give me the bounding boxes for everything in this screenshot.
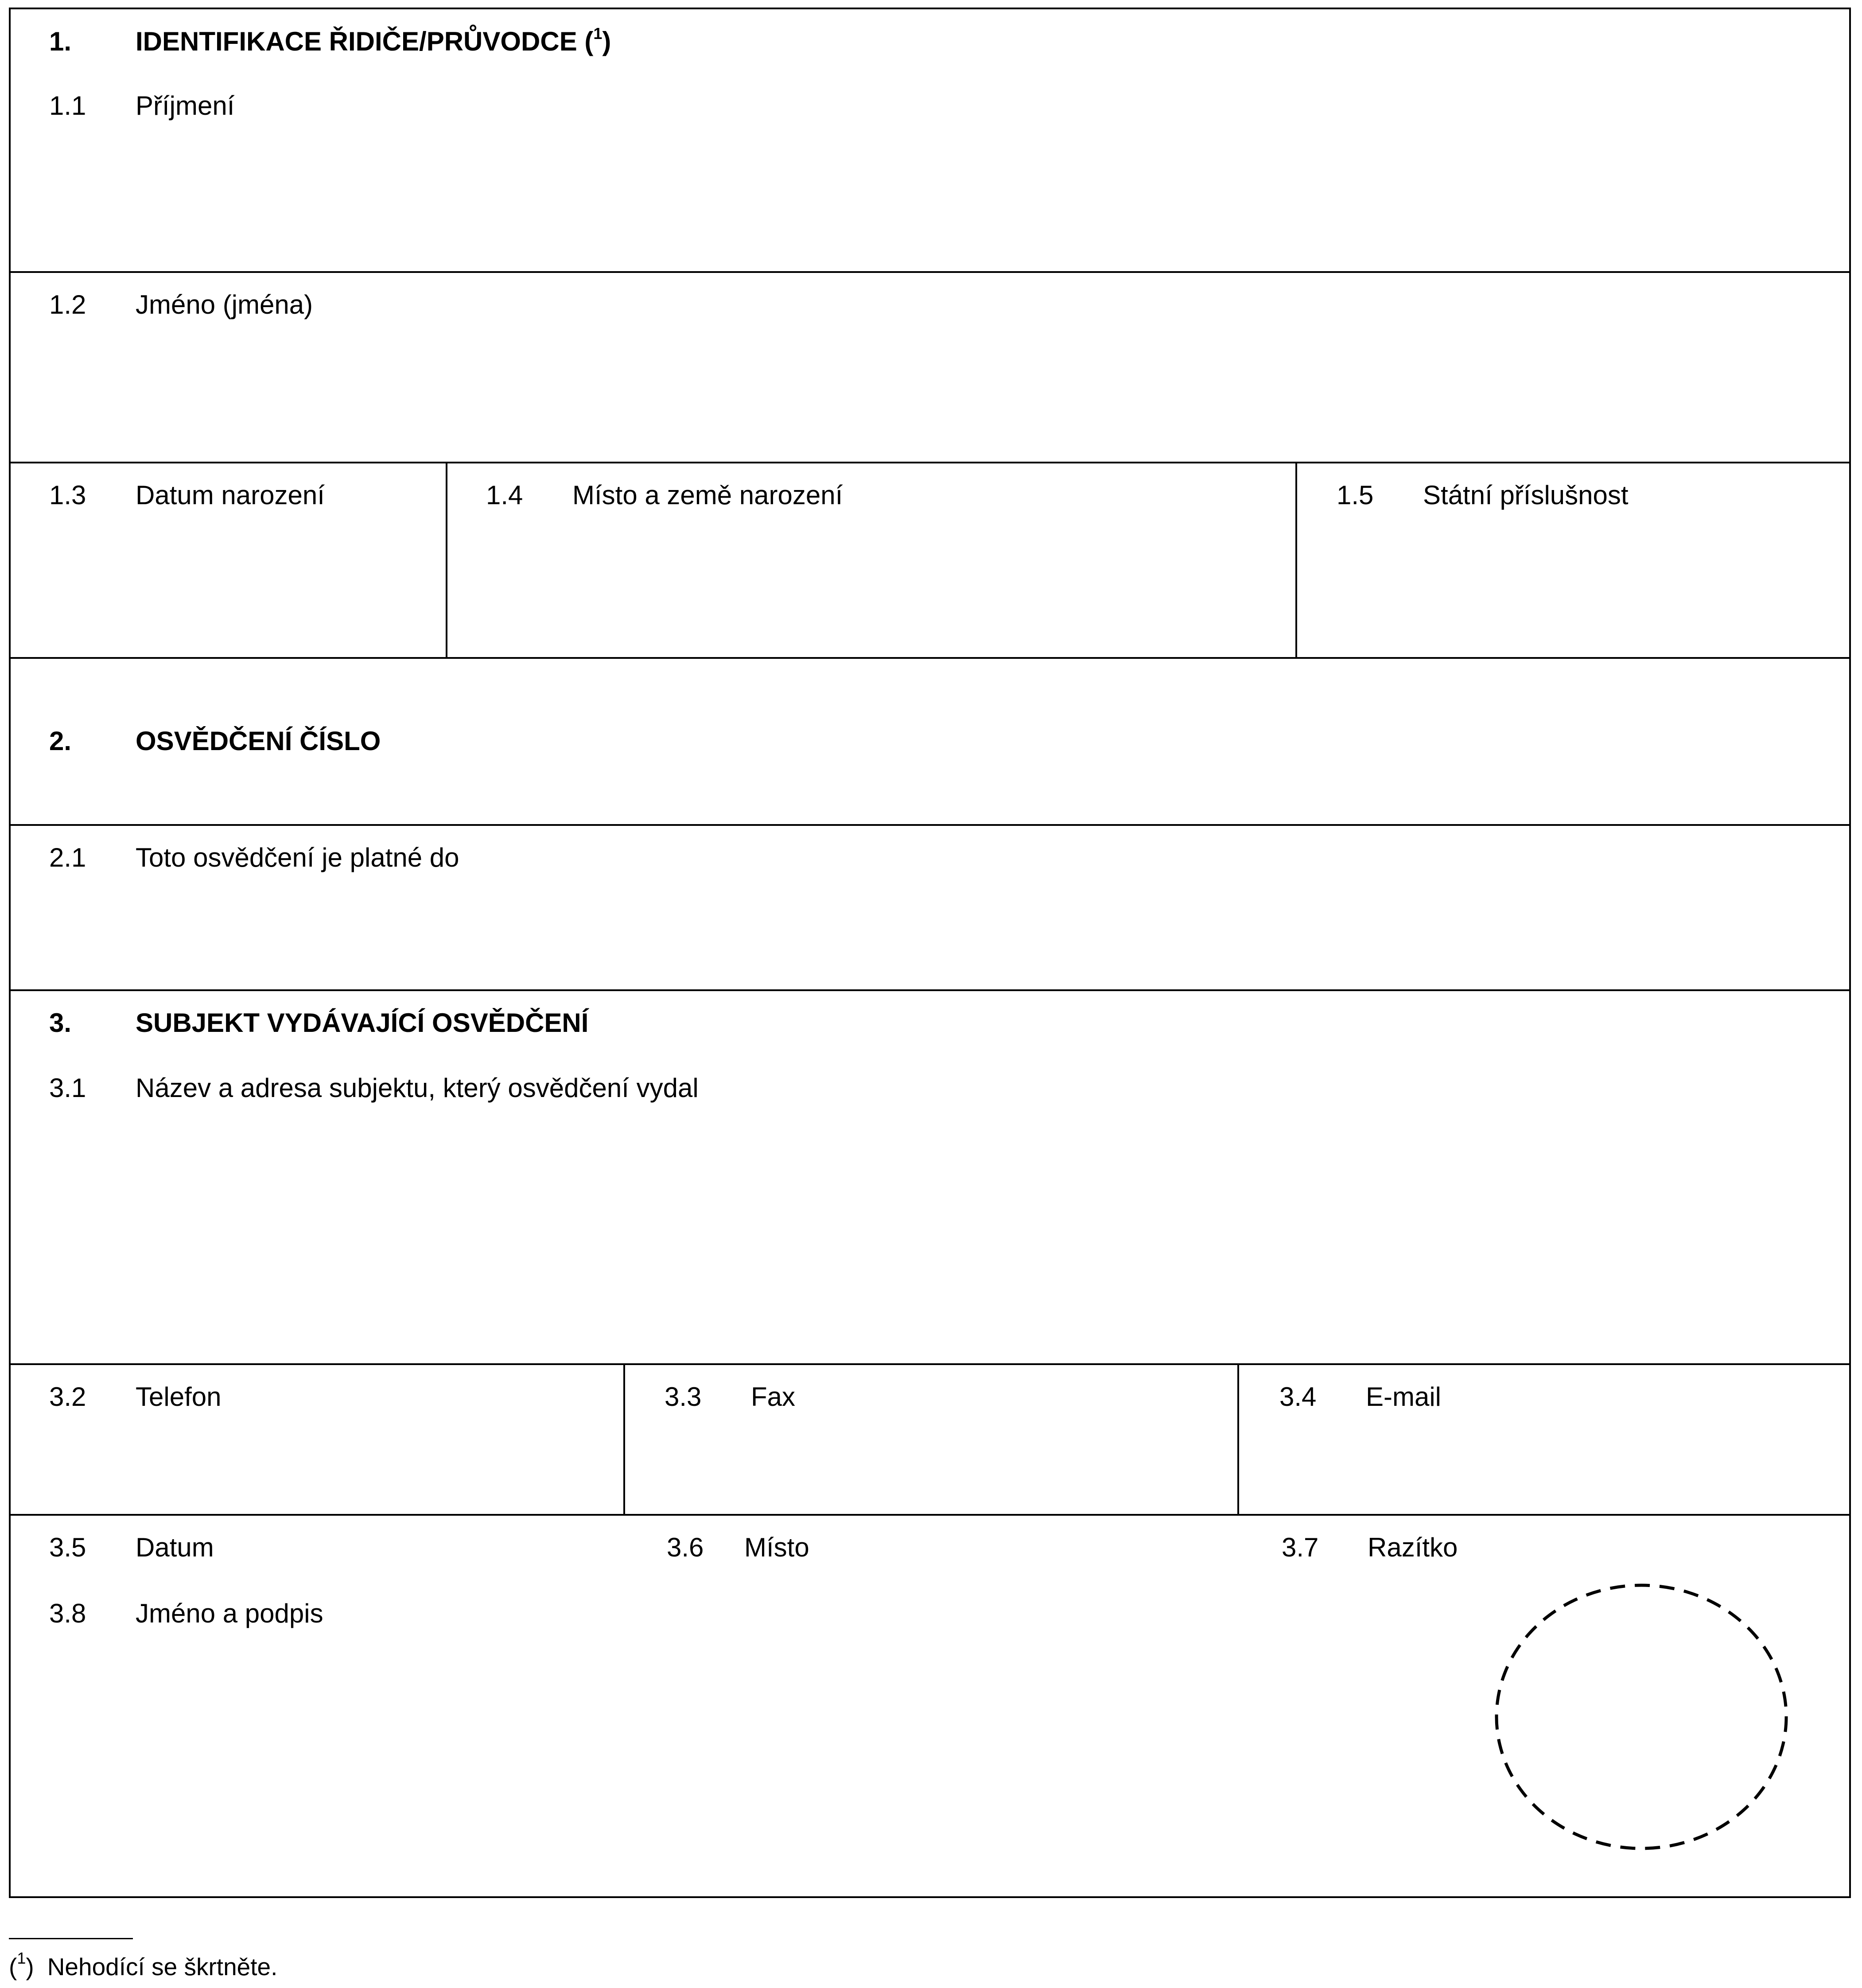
surname-label: Příjmení xyxy=(136,91,235,121)
row-divider xyxy=(11,824,1849,826)
row-divider xyxy=(11,657,1849,659)
column-divider xyxy=(1295,462,1297,657)
given-names-label: Jméno (jména) xyxy=(136,290,313,319)
field-3-7-number: 3.7 xyxy=(1282,1533,1319,1562)
stamp-circle-icon xyxy=(1493,1582,1790,1852)
section-3-title: SUBJEKT VYDÁVAJÍCÍ OSVĚDČENÍ xyxy=(136,1008,589,1038)
field-3-6-number: 3.6 xyxy=(667,1533,704,1562)
telephone-label: Telefon xyxy=(136,1382,222,1412)
field-2-1-number: 2.1 xyxy=(49,843,86,872)
email-label: E-mail xyxy=(1366,1382,1442,1412)
footnote-rule xyxy=(9,1938,133,1939)
footnote xyxy=(9,1949,278,1980)
field-3-3-number: 3.3 xyxy=(665,1382,702,1412)
field-3-8-number: 3.8 xyxy=(49,1599,86,1628)
issuer-name-address-label: Název a adresa subjektu, který osvědčení vydal xyxy=(136,1073,699,1103)
field-3-5-number: 3.5 xyxy=(49,1533,86,1562)
row-divider xyxy=(11,462,1849,463)
fax-label: Fax xyxy=(751,1382,796,1412)
row-divider xyxy=(11,271,1849,273)
row-divider xyxy=(11,989,1849,991)
place-label: Místo xyxy=(744,1533,809,1562)
field-1-4-number: 1.4 xyxy=(486,480,523,510)
column-divider xyxy=(446,462,447,657)
birth-date-label: Datum narození xyxy=(136,480,325,510)
nationality-label: Státní příslušnost xyxy=(1423,480,1629,510)
date-label: Datum xyxy=(136,1533,214,1562)
footnote-mark: 1 xyxy=(593,24,603,43)
row-divider xyxy=(11,1514,1849,1516)
name-signature-label: Jméno a podpis xyxy=(136,1599,323,1628)
stamp-label: Razítko xyxy=(1368,1533,1458,1562)
footnote-mark: 1 xyxy=(17,1949,26,1967)
row-divider xyxy=(11,1363,1849,1365)
field-1-1-number: 1.1 xyxy=(49,91,86,121)
birth-place-label: Místo a země narození xyxy=(572,480,843,510)
column-divider xyxy=(1237,1363,1239,1514)
section-1-title-end: ) xyxy=(602,27,611,56)
section-1-title-text: IDENTIFIKACE ŘIDIČE/PRŮVODCE ( xyxy=(136,27,594,56)
section-2-title: OSVĚDČENÍ ČÍSLO xyxy=(136,726,381,756)
field-3-2-number: 3.2 xyxy=(49,1382,86,1412)
section-1-number: 1. xyxy=(49,27,72,56)
footnote-text: Nehodící se škrtněte. xyxy=(47,1953,278,1980)
section-2-number: 2. xyxy=(49,726,72,756)
column-divider xyxy=(623,1363,625,1514)
field-3-1-number: 3.1 xyxy=(49,1073,86,1103)
valid-until-label: Toto osvědčení je platné do xyxy=(136,843,459,872)
section-1-title xyxy=(136,24,611,56)
section-3-number: 3. xyxy=(49,1008,72,1038)
field-1-2-number: 1.2 xyxy=(49,290,86,319)
footnote-close: ) xyxy=(26,1953,34,1980)
field-1-5-number: 1.5 xyxy=(1337,480,1374,510)
footnote-open: ( xyxy=(9,1953,17,1980)
field-1-3-number: 1.3 xyxy=(49,480,86,510)
field-3-4-number: 3.4 xyxy=(1279,1382,1317,1412)
